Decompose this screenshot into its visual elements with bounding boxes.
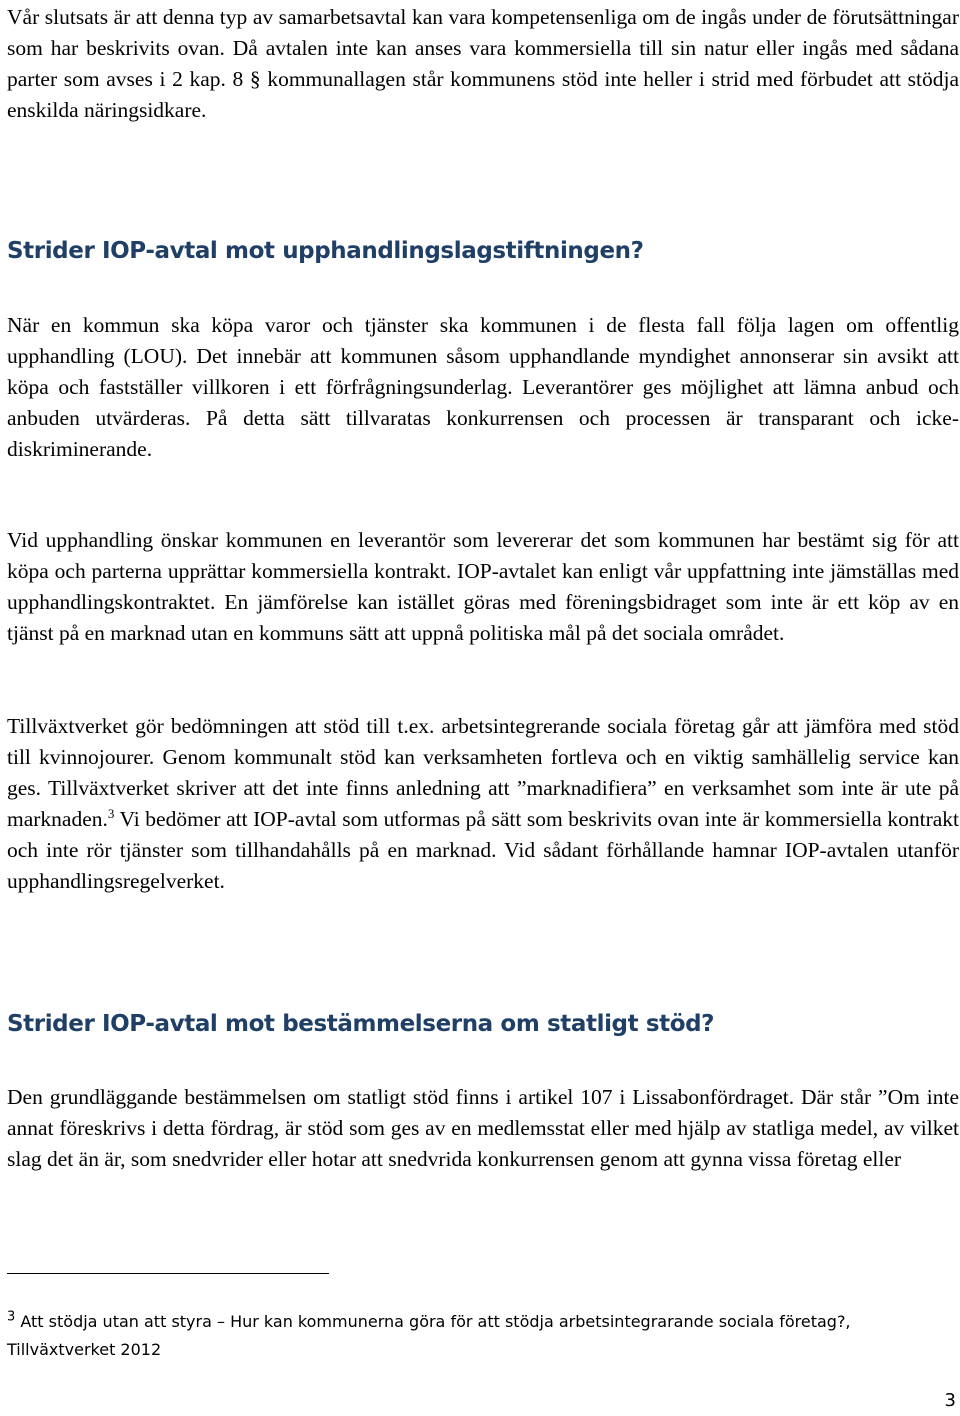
paragraph-text-before-note: Tillväxtverket gör bedömningen att stöd till t.ex. arbetsintegrerande sociala företag går att jämföra med stöd till kvinnojourer. Genom kommunalt stöd kan verksamheten fortleva och en viktig samhällelig service kan ges. Tillväxtverket skriver att det inte finns anledning att ”marknadifiera” en verksamhet som inte är ute på marknaden.: [7, 714, 959, 831]
paragraph-lou: När en kommun ska köpa varor och tjänster ska kommunen i de flesta fall följa lagen om offentlig upphandling (LOU). Det innebär att kommunen såsom upphandlande myndighet annonserar sin avsikt att köpa och fastställer villkoren i ett förfrågningsunderlag. Leverantörer ges möjlighet att lämna anbud och anbuden utvärderas. På detta sätt tillvaratas konkurrensen och processen är transparant och icke-diskriminerande.: [7, 313, 959, 461]
footnote-text: Att stödja utan att styra – Hur kan kommunerna göra för att stödja arbetsintegrarande sociala företag?, Tillväxtverket 2012: [7, 1312, 851, 1359]
heading-procurement: Strider IOP-avtal mot upphandlingslagstiftningen?: [7, 238, 644, 264]
paragraph-conclusion: Vår slutsats är att denna typ av samarbetsavtal kan vara kompetensenliga om de ingås under de förutsättningar som har beskrivits ovan. Då avtalen inte kan anses vara kommersiella till sin natur eller ingås med sådana parter som avses i 2 kap. 8 § kommunallagen står kommunens stöd inte heller i strid med förbudet att stödja enskilda näringsidkare.: [7, 5, 959, 122]
paragraph-state-aid: Den grundläggande bestämmelsen om statligt stöd finns i artikel 107 i Lissabonfördraget. Där står ”Om inte annat föreskrivs i detta fördrag, är stöd som ges av en medlemsstat eller med hjälp av statliga medel, av vilket slag det än är, som snedvrider eller hotar att snedvrida konkurrensen genom att gynna vissa företag eller: [7, 1085, 959, 1171]
page-number: 3: [944, 1390, 956, 1411]
footnote-separator: [7, 1273, 329, 1274]
footnote-reference: 3: [107, 805, 115, 821]
heading-state-aid: Strider IOP-avtal mot bestämmelserna om statligt stöd?: [7, 1011, 715, 1037]
paragraph-text-after-note: Vi bedömer att IOP-avtal som utformas på sätt som beskrivits ovan inte är kommersiella kontrakt och inte rör tjänster som tillhandahålls på en marknad. Vid sådant förhållande hamnar IOP-avtalen utanför upphandlingsregelverket.: [7, 807, 959, 893]
footnote-number: 3: [7, 1309, 16, 1325]
paragraph-tillvaxtverket: [7, 711, 959, 897]
paragraph-procurement-contract: Vid upphandling önskar kommunen en leverantör som levererar det som kommunen har bestämt sig för att köpa och parterna upprättar kommersiella kontrakt. IOP-avtalet kan enligt vår uppfattning inte jämställas med upphandlingskontraktet. En jämförelse kan istället göras med föreningsbidraget som inte är ett köp av en tjänst på en marknad utan en kommuns sätt att uppnå politiska mål på det sociala området.: [7, 528, 959, 645]
footnote: [7, 1308, 907, 1364]
